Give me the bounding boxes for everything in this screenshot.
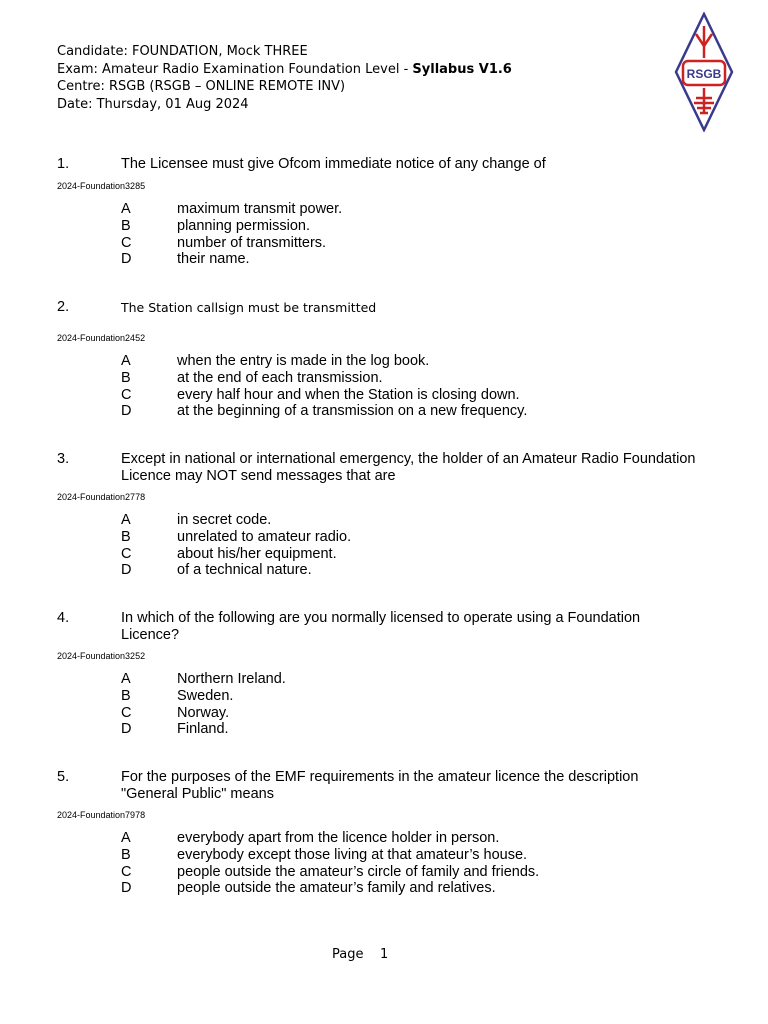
option-letter: A <box>121 512 131 528</box>
question-text: Except in national or international emergency, the holder of an Amateur Radio Foundation Licence may NOT send messages that are <box>121 451 696 484</box>
option-letter: B <box>121 369 131 386</box>
option-letter: B <box>121 528 131 545</box>
option-a <box>121 201 697 218</box>
question-text: The Station callsign must be transmitted <box>121 300 377 315</box>
option-a <box>121 512 697 529</box>
question-id: 2024-Foundation2452 <box>57 333 146 343</box>
option-text: when the entry is made in the log book. <box>177 353 430 369</box>
option-d <box>121 880 697 897</box>
option-c <box>121 387 697 404</box>
option-d <box>121 562 697 579</box>
option-a <box>121 353 697 370</box>
option-b <box>121 529 697 546</box>
option-letter: A <box>121 201 131 217</box>
option-text: people outside the amateur’s family and relatives. <box>177 880 496 897</box>
option-text: every half hour and when the Station is closing down. <box>177 386 520 403</box>
option-text: Sweden. <box>177 687 234 704</box>
exam-prefix: Exam: Amateur Radio Examination Foundation Level - <box>57 61 413 77</box>
question-text: In which of the following are you normally licensed to operate using a Foundation Licence? <box>121 610 641 643</box>
question-2 <box>57 299 697 420</box>
rsgb-logo <box>674 12 734 132</box>
option-letter: D <box>121 562 132 579</box>
option-a <box>121 830 697 847</box>
answer-options <box>121 512 697 579</box>
question-number: 3. <box>57 451 70 467</box>
option-letter: B <box>121 846 131 863</box>
option-text: about his/her equipment. <box>177 545 337 562</box>
answer-options <box>121 830 697 897</box>
question-id: 2024-Foundation3252 <box>57 651 146 661</box>
answer-options <box>121 201 697 268</box>
option-d <box>121 721 697 738</box>
option-c <box>121 864 697 881</box>
page-number: 1 <box>380 947 389 962</box>
question-text: For the purposes of the EMF requirements in the amateur licence the description "General Public" means <box>121 769 639 802</box>
option-text: in secret code. <box>177 512 272 528</box>
question-4 <box>57 610 697 738</box>
option-d <box>121 403 697 420</box>
question-number: 5. <box>57 769 70 785</box>
exam-header <box>57 43 512 113</box>
question-5 <box>57 769 697 897</box>
option-text: unrelated to amateur radio. <box>177 528 352 545</box>
option-d <box>121 251 697 268</box>
option-b <box>121 218 697 235</box>
option-letter: D <box>121 403 132 420</box>
option-c <box>121 235 697 252</box>
option-letter: B <box>121 687 131 704</box>
option-letter: A <box>121 671 131 687</box>
option-text: their name. <box>177 251 250 268</box>
option-text: people outside the amateur’s circle of family and friends. <box>177 863 540 880</box>
option-text: everybody except those living at that amateur’s house. <box>177 846 528 863</box>
option-letter: D <box>121 251 132 268</box>
option-text: at the end of each transmission. <box>177 369 383 386</box>
option-text: planning permission. <box>177 217 310 234</box>
question-id: 2024-Foundation2778 <box>57 492 146 502</box>
question-1 <box>57 156 697 268</box>
option-b <box>121 847 697 864</box>
question-number: 1. <box>57 156 70 172</box>
option-letter: D <box>121 721 132 738</box>
option-letter: C <box>121 234 132 251</box>
question-number: 4. <box>57 610 70 626</box>
option-b <box>121 688 697 705</box>
date-line: Date: Thursday, 01 Aug 2024 <box>57 96 249 112</box>
option-letter: C <box>121 386 132 403</box>
option-c <box>121 705 697 722</box>
option-c <box>121 546 697 563</box>
option-letter: C <box>121 545 132 562</box>
page-footer <box>332 947 388 962</box>
option-text: Norway. <box>177 704 230 721</box>
option-letter: C <box>121 704 132 721</box>
exam-line <box>57 61 512 79</box>
logo-text: RSGB <box>686 67 722 81</box>
option-letter: A <box>121 830 131 846</box>
option-text: everybody apart from the licence holder in person. <box>177 830 500 846</box>
candidate-line: Candidate: FOUNDATION, Mock THREE <box>57 44 308 59</box>
option-letter: C <box>121 863 132 880</box>
option-letter: D <box>121 880 132 897</box>
answer-options <box>121 353 697 420</box>
option-text: maximum transmit power. <box>177 201 343 217</box>
question-3 <box>57 451 697 579</box>
exam-syllabus: Syllabus V1.6 <box>412 61 512 77</box>
question-id: 2024-Foundation3285 <box>57 181 146 191</box>
option-letter: A <box>121 353 131 369</box>
question-id: 2024-Foundation7978 <box>57 810 146 820</box>
option-letter: B <box>121 217 131 234</box>
option-text: at the beginning of a transmission on a new frequency. <box>177 403 528 420</box>
option-a <box>121 671 697 688</box>
centre-line: Centre: RSGB (RSGB – ONLINE REMOTE INV) <box>57 79 346 94</box>
option-b <box>121 370 697 387</box>
option-text: number of transmitters. <box>177 234 327 251</box>
page-label: Page <box>332 947 364 962</box>
question-number: 2. <box>57 299 70 315</box>
answer-options <box>121 671 697 738</box>
question-text: The Licensee must give Ofcom immediate notice of any change of <box>121 156 546 172</box>
option-text: Northern Ireland. <box>177 671 286 687</box>
option-text: Finland. <box>177 721 229 738</box>
option-text: of a technical nature. <box>177 562 312 579</box>
